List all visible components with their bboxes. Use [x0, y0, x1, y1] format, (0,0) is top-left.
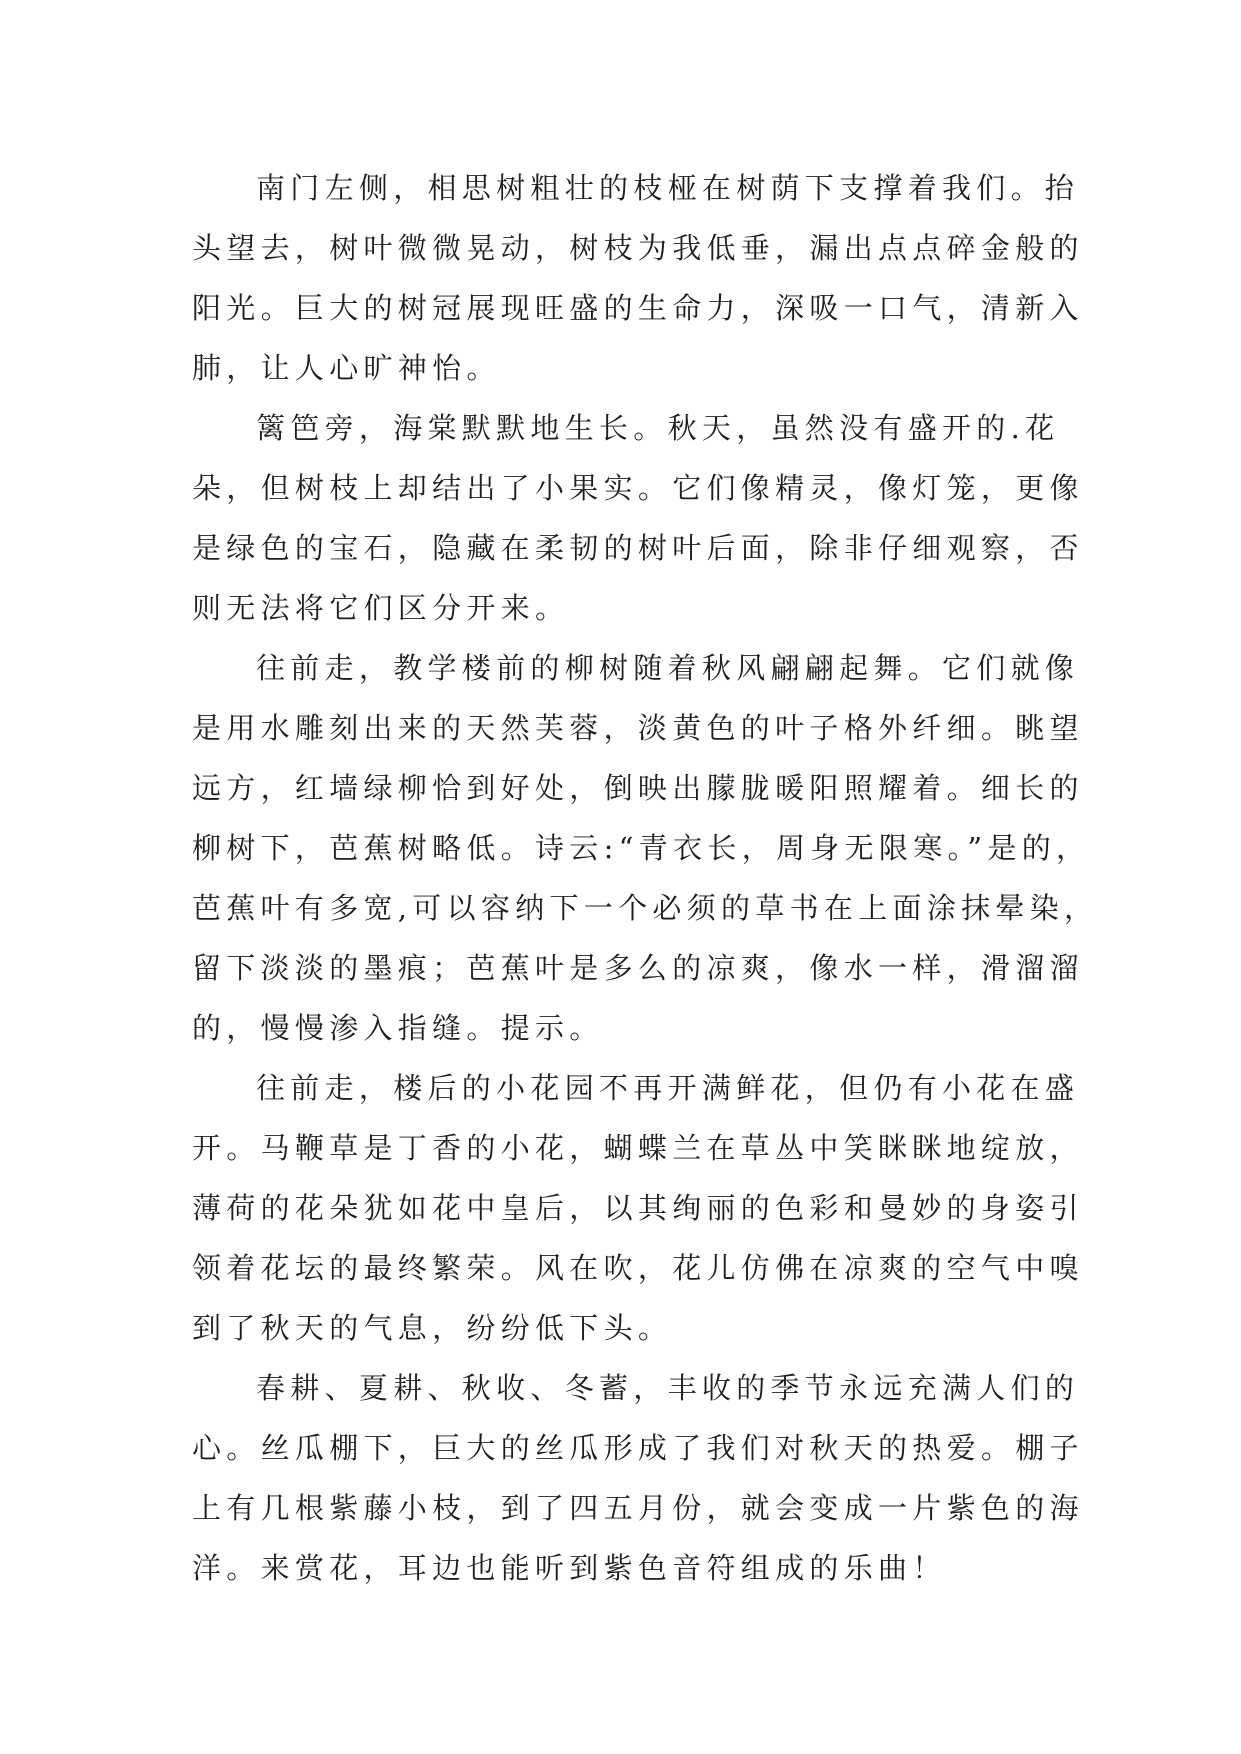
paragraph-line: 领着花坛的最终繁荣。风在吹，花儿仿佛在凉爽的空气中嗅 — [192, 1251, 1084, 1285]
document-body — [192, 158, 1099, 1598]
paragraph-line: 洋。来赏花，耳边也能听到紫色音符组成的乐曲！ — [192, 1551, 947, 1585]
paragraph-line: 柳树下，芭蕉树略低。诗云:“青衣长，周身无限寒。”是的， — [192, 831, 1091, 865]
paragraph-line: 是绿色的宝石，隐藏在柔韧的树叶后面，除非仔细观察，否 — [192, 531, 1084, 565]
paragraph-1 — [192, 158, 1084, 398]
paragraph-line: 春耕、夏耕、秋收、冬蓄，丰收的季节永远充满人们的 — [256, 1371, 1080, 1405]
paragraph-line: 朵，但树枝上却结出了小果实。它们像精灵，像灯笼，更像 — [192, 471, 1084, 505]
paragraph-line: 心。丝瓜棚下，巨大的丝瓜形成了我们对秋天的热爱。棚子 — [192, 1431, 1084, 1465]
paragraph-line: 薄荷的花朵犹如花中皇后，以其绚丽的色彩和曼妙的身姿引 — [192, 1191, 1084, 1225]
paragraph-line: 往前走，教学楼前的柳树随着秋风翩翩起舞。它们就像 — [256, 651, 1080, 685]
paragraph-4 — [192, 1058, 1084, 1358]
paragraph-line: 到了秋天的气息，纷纷低下头。 — [192, 1311, 673, 1345]
paragraph-2 — [192, 398, 1084, 638]
paragraph-line: 南门左侧，相思树粗壮的枝桠在树荫下支撑着我们。抬 — [256, 171, 1080, 205]
paragraph-line: 往前走，楼后的小花园不再开满鲜花，但仍有小花在盛 — [256, 1071, 1080, 1105]
paragraph-line: 阳光。巨大的树冠展现旺盛的生命力，深吸一口气，清新入 — [192, 291, 1084, 325]
paragraph-line: 芭蕉叶有多宽,可以容纳下一个必须的草书在上面涂抹晕染， — [192, 891, 1099, 925]
paragraph-line: 的，慢慢渗入指缝。提示。 — [192, 1011, 604, 1045]
paragraph-line: 是用水雕刻出来的天然芙蓉，淡黄色的叶子格外纤细。眺望 — [192, 711, 1084, 745]
paragraph-line: 远方，红墙绿柳恰到好处，倒映出朦胧暖阳照耀着。细长的 — [192, 771, 1084, 805]
paragraph-5 — [192, 1358, 1084, 1598]
paragraph-line: 开。马鞭草是丁香的小花，蝴蝶兰在草丛中笑眯眯地绽放， — [192, 1131, 1084, 1165]
paragraph-3 — [192, 638, 1099, 1058]
paragraph-line: 上有几根紫藤小枝，到了四五月份，就会变成一片紫色的海 — [192, 1491, 1084, 1525]
paragraph-line: 留下淡淡的墨痕；芭蕉叶是多么的凉爽，像水一样，滑溜溜 — [192, 951, 1084, 985]
paragraph-line: 头望去，树叶微微晃动，树枝为我低垂，漏出点点碎金般的 — [192, 231, 1084, 265]
paragraph-line: 篱笆旁，海棠默默地生长。秋天，虽然没有盛开的.花 — [256, 411, 1060, 445]
paragraph-line: 肺，让人心旷神怡。 — [192, 351, 501, 385]
paragraph-line: 则无法将它们区分开来。 — [192, 591, 570, 625]
